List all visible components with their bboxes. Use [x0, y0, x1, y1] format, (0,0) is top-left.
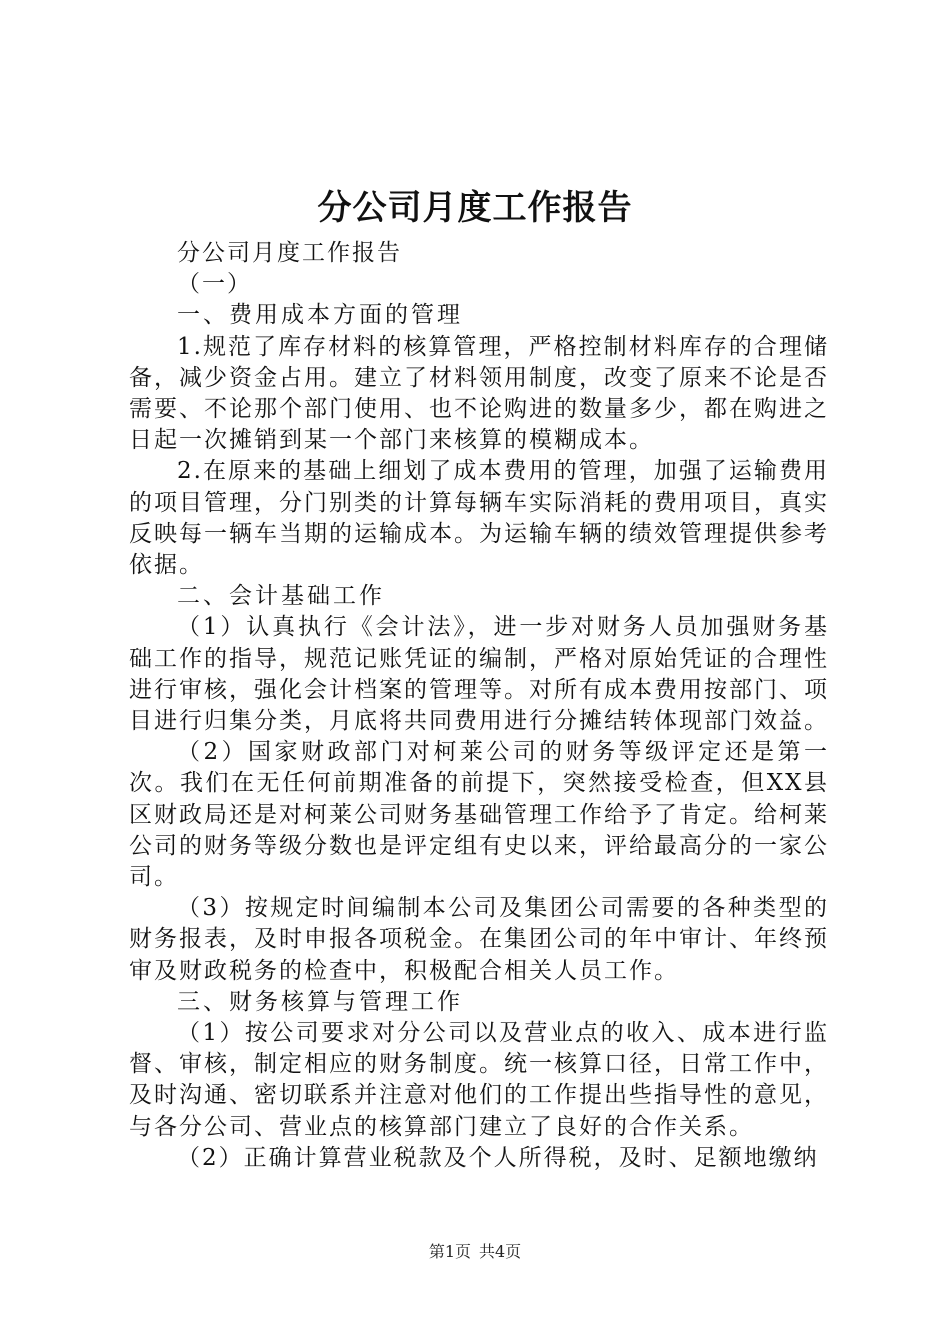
paragraph: （3）按规定时间编制本公司及集团公司需要的各种类型的财务报表，及时申报各项税金。在集团公司的年中审计、年终预审及财政税务的检查中，积极配合相关人员工作。: [129, 895, 829, 984]
document-body: [129, 238, 829, 1174]
section-heading-financial-accounting: 三、财务核算与管理工作: [177, 988, 463, 1015]
paragraph: （1）按公司要求对分公司以及营业点的收入、成本进行监督、审核，制定相应的财务制度。统一核算口径，日常工作中，及时沟通、密切联系并注意对他们的工作提出些指导性的意见，与各分公司、营业点的核算部门建立了良好的合作关系。: [129, 1020, 829, 1140]
section-heading-cost-management: 一、费用成本方面的管理: [177, 302, 463, 329]
section-heading-accounting-basics: 二、会计基础工作: [177, 583, 385, 610]
paragraph: （1）认真执行《会计法》，进一步对财务人员加强财务基础工作的指导，规范记账凭证的编制，严格对原始凭证的合理性进行审核，强化会计档案的管理等。对所有成本费用按部门、项目进行归集分类，月底将共同费用进行分摊结转体现部门效益。: [129, 614, 829, 735]
paragraph-subtitle: 分公司月度工作报告: [177, 240, 402, 266]
page-number: 第1页: [428, 1242, 471, 1261]
paragraph: （2）正确计算营业税款及个人所得税，及时、足额地缴纳: [177, 1144, 819, 1171]
paragraph: （2）国家财政部门对柯莱公司的财务等级评定还是第一次。我们在无任何前期准备的前提下，突然接受检查，但XX县区财政局还是对柯莱公司财务基础管理工作给予了肯定。给柯莱公司的财务等级分数也是评定组有史以来，评给最高分的一家公司。: [129, 739, 829, 891]
paragraph: 1.规范了库存材料的核算管理，严格控制材料库存的合理储备，减少资金占用。建立了材料领用制度，改变了原来不论是否需要、不论那个部门使用、也不论购进的数量多少，都在购进之日起一次摊销到某一个部门来核算的模糊成本。: [129, 333, 829, 454]
document-title: 分公司月度工作报告: [317, 188, 633, 228]
page-footer: [0, 1241, 950, 1263]
paragraph: 2.在原来的基础上细划了成本费用的管理，加强了运输费用的项目管理，分门别类的计算每辆车实际消耗的费用项目，真实反映每一辆车当期的运输成本。为运输车辆的绩效管理提供参考依据。: [129, 458, 829, 579]
paragraph-part-marker: （一）: [177, 271, 252, 298]
page-total: 共4页: [479, 1242, 522, 1261]
